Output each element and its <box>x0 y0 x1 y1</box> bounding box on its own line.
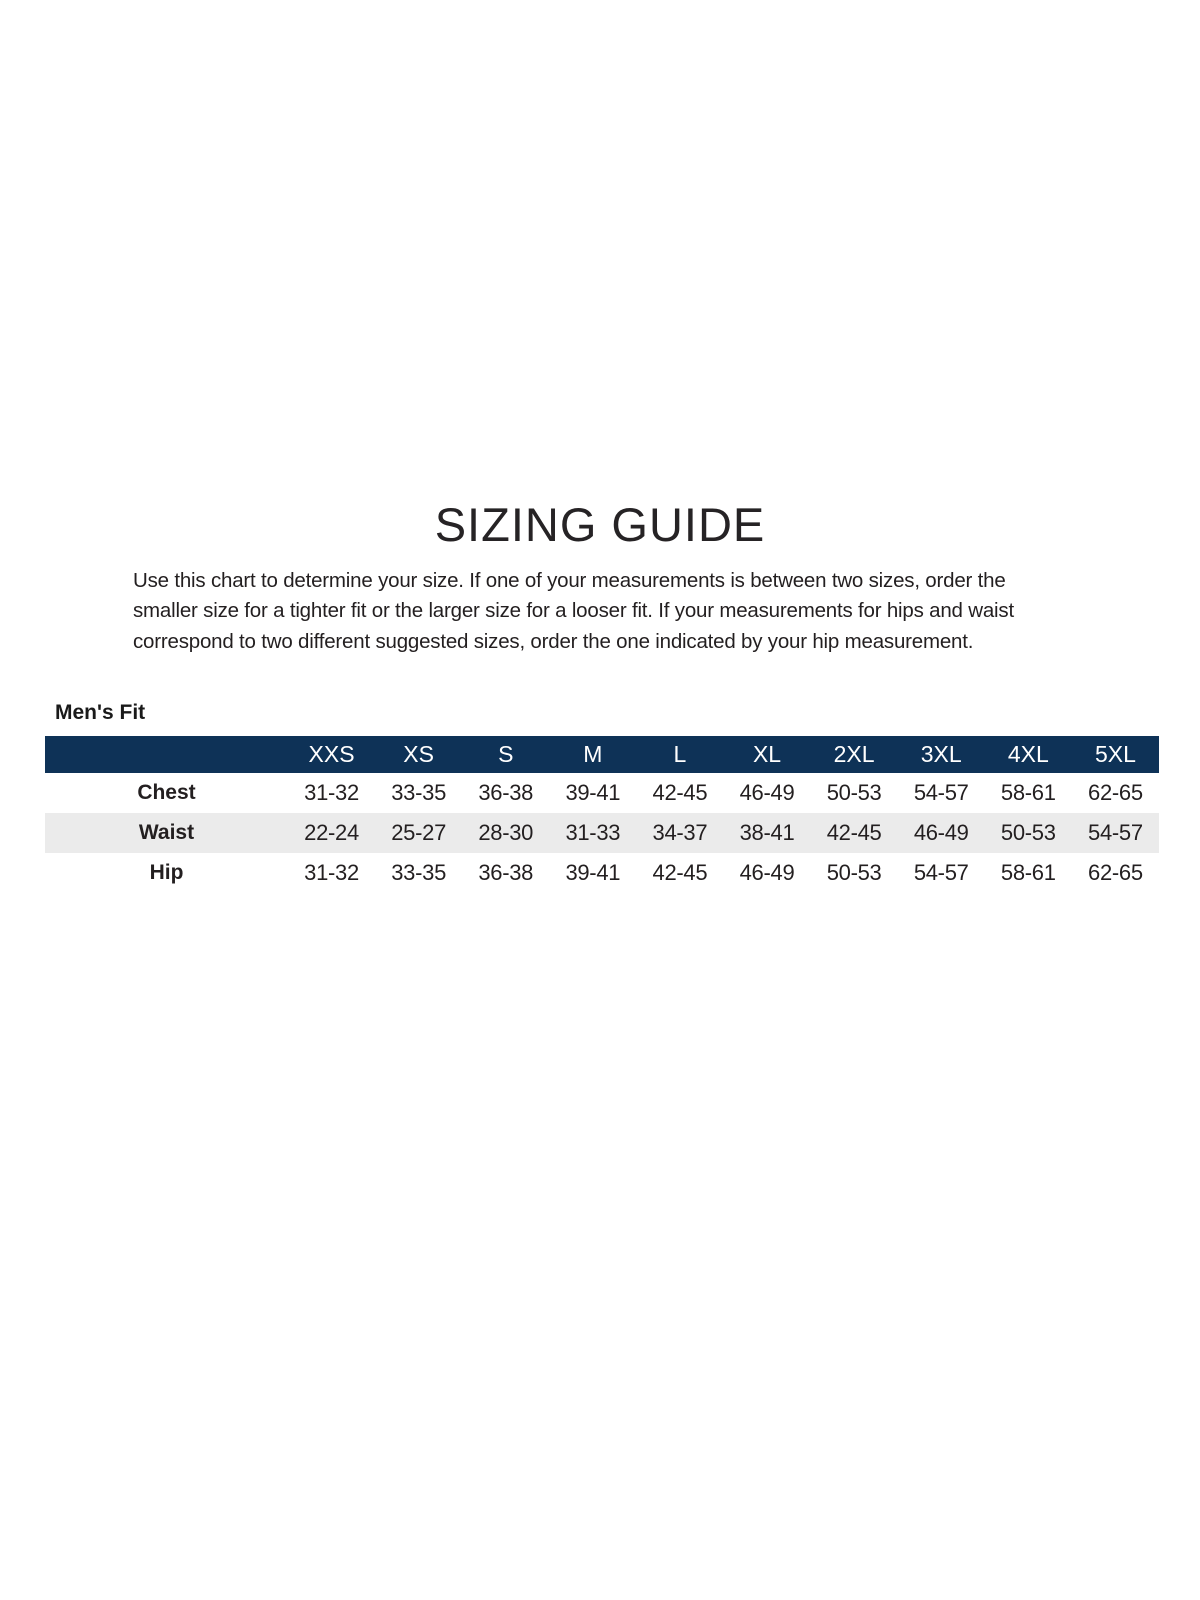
measurement-row-label: Chest <box>137 781 196 804</box>
size-value-cell: 31-32 <box>304 780 359 805</box>
size-value-cell: 62-65 <box>1088 780 1143 805</box>
size-value-cell: 39-41 <box>565 860 621 885</box>
size-table-header-row <box>45 736 1159 773</box>
size-value-cell: 58-61 <box>1000 780 1056 805</box>
size-value-cell: 36-38 <box>478 860 534 885</box>
size-value-cell: 31-32 <box>304 860 359 885</box>
measurement-row <box>45 813 1159 853</box>
size-value-cell: 39-41 <box>565 780 621 805</box>
size-value-cell: 62-65 <box>1088 860 1143 885</box>
size-value-cell: 38-41 <box>739 820 795 845</box>
size-column-header: L <box>636 736 723 773</box>
size-column-header: M <box>549 736 636 773</box>
size-column-header: XS <box>375 736 462 773</box>
measurement-row <box>45 773 1159 813</box>
size-table-header <box>45 736 1159 773</box>
size-value-cell: 22-24 <box>304 820 359 845</box>
size-column-header: 5XL <box>1072 736 1159 773</box>
size-column-header: 4XL <box>985 736 1072 773</box>
size-value-cell: 50-53 <box>1000 820 1056 845</box>
size-value-cell: 33-35 <box>391 860 447 885</box>
size-value-cell: 42-45 <box>652 780 708 805</box>
size-value-cell: 36-38 <box>478 780 534 805</box>
size-value-cell: 54-57 <box>913 780 969 805</box>
measurement-row <box>45 853 1159 893</box>
size-value-cell: 54-57 <box>913 860 969 885</box>
measurement-row-label: Waist <box>138 821 195 844</box>
size-column-header: S <box>462 736 549 773</box>
size-value-cell: 46-49 <box>913 820 969 845</box>
section-label-mens-fit: Men's Fit <box>55 701 146 724</box>
size-table-body <box>45 773 1159 893</box>
size-value-cell: 33-35 <box>391 780 447 805</box>
size-value-cell: 31-33 <box>565 820 621 845</box>
size-table <box>45 736 1159 893</box>
size-column-header: 2XL <box>811 736 898 773</box>
size-table-corner-cell <box>45 736 288 773</box>
size-value-cell: 50-53 <box>826 780 882 805</box>
size-value-cell: 28-30 <box>478 820 534 845</box>
size-value-cell: 42-45 <box>652 860 708 885</box>
intro-text: Use this chart to determine your size. If one of your measurements is between two sizes, order the smaller size for a tighter fit or the larger size for a looser fit. If your measurements for hips and waist correspond to two different suggested sizes, order the one indicated by your hip measurement. <box>133 568 1014 653</box>
page-title: SIZING GUIDE <box>434 498 766 552</box>
size-value-cell: 34-37 <box>652 820 708 845</box>
size-value-cell: 54-57 <box>1088 820 1143 845</box>
size-value-cell: 25-27 <box>391 820 447 845</box>
size-value-cell: 46-49 <box>739 860 795 885</box>
size-value-cell: 50-53 <box>826 860 882 885</box>
size-column-header: 3XL <box>898 736 985 773</box>
measurement-row-label: Hip <box>149 861 184 884</box>
size-value-cell: 58-61 <box>1000 860 1056 885</box>
size-value-cell: 42-45 <box>826 820 882 845</box>
size-value-cell: 46-49 <box>739 780 795 805</box>
size-column-header: XXS <box>288 736 375 773</box>
size-column-header: XL <box>723 736 810 773</box>
